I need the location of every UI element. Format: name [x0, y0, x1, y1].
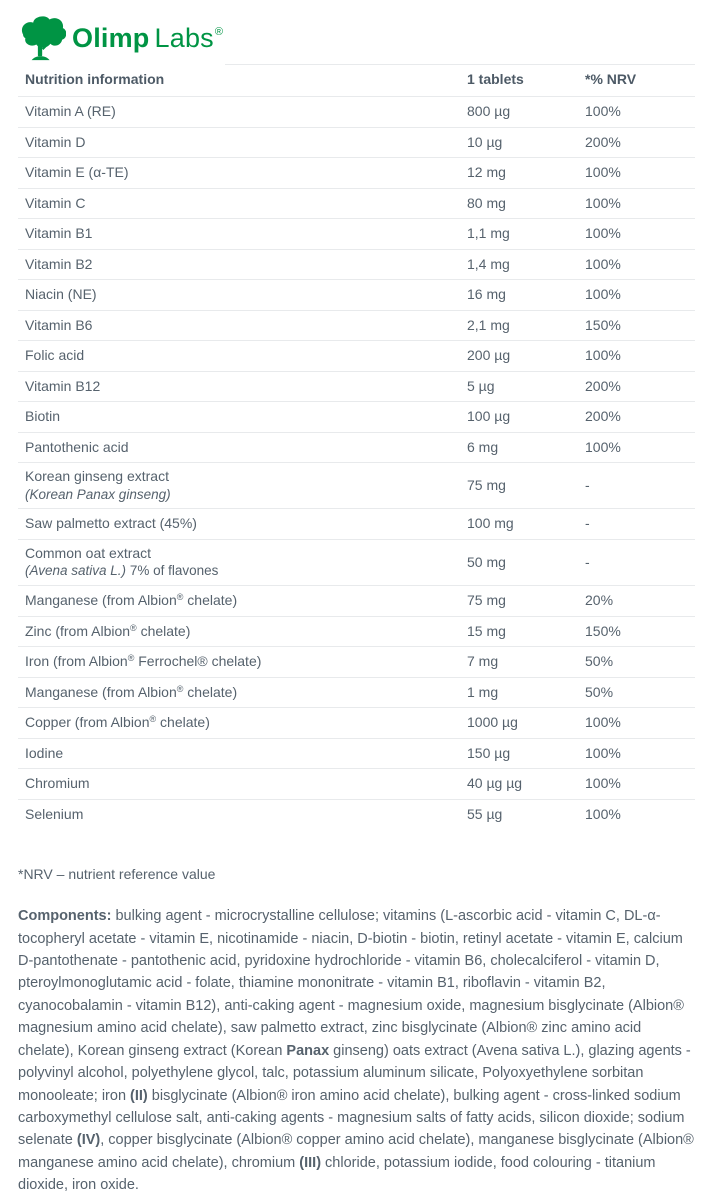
col-header-nutrition-information: Nutrition information: [25, 71, 165, 88]
ingredient-amount: 100 µg: [467, 408, 511, 424]
ingredient-name: Vitamin B1: [25, 225, 93, 241]
ingredient-amount: 6 mg: [467, 438, 499, 455]
ingredient-name: Iron (from Albion® Ferrochel® chelate): [25, 653, 262, 670]
ingredient-nrv: 100%: [585, 438, 621, 455]
col-header-amount: 1 tablets: [467, 71, 524, 88]
ingredient-name: Iodine: [25, 744, 64, 761]
ingredient-amount: 5 µg: [467, 377, 495, 394]
table-row: [18, 311, 695, 342]
brand-name-olimp: Olimp: [72, 23, 150, 53]
table-row: [18, 800, 695, 831]
ingredient-amount: 2,1 mg: [467, 316, 510, 333]
nutrition-table: [18, 64, 695, 830]
ingredient-name: Vitamin A (RE): [25, 103, 116, 119]
brand-name: [72, 25, 223, 52]
registered-trademark-icon: ®: [214, 26, 224, 38]
table-row: [18, 250, 695, 281]
nrv-footnote: *NRV – nutrient reference value: [18, 866, 216, 883]
ingredient-nrv: 20%: [585, 592, 614, 609]
table-row: [18, 341, 695, 372]
table-row: [18, 433, 695, 464]
table-row: [18, 219, 695, 250]
ingredient-name: Korean ginseng extract (Korean Panax ginseng): [25, 468, 467, 503]
ingredient-nrv: -: [585, 553, 590, 570]
ingredient-nrv: 100%: [585, 103, 621, 119]
table-row: [18, 509, 695, 540]
table-row: [18, 678, 695, 709]
ingredient-amount: 1,4 mg: [467, 255, 510, 272]
table-row: [18, 617, 695, 648]
table-row: [18, 708, 695, 739]
table-row: [18, 158, 695, 189]
ingredient-nrv: 100%: [585, 806, 621, 823]
ingredient-amount: 75 mg: [467, 476, 506, 493]
ingredient-name: Folic acid: [25, 347, 85, 363]
ingredient-name: Vitamin C: [25, 194, 86, 211]
ingredient-nrv: 150%: [585, 622, 621, 639]
ingredient-amount: 15 mg: [467, 622, 506, 639]
ingredient-name: Vitamin D: [25, 133, 86, 150]
ingredient-nrv: 100%: [585, 347, 621, 363]
ingredient-nrv: 100%: [585, 225, 621, 241]
ingredient-amount: 12 mg: [467, 164, 506, 180]
ingredient-nrv: 100%: [585, 744, 621, 761]
ingredient-name: Manganese (from Albion® chelate): [25, 683, 238, 700]
ingredient-amount: 80 mg: [467, 194, 506, 211]
ingredient-name: Vitamin B12: [25, 377, 101, 394]
ingredient-nrv: 50%: [585, 683, 614, 700]
ingredient-amount: 7 mg: [467, 653, 499, 670]
table-row: [18, 402, 695, 433]
ingredient-amount: 55 µg: [467, 806, 503, 823]
table-row: [18, 540, 695, 586]
ingredient-name: Vitamin B6: [25, 316, 93, 333]
ingredient-name: Selenium: [25, 806, 84, 823]
ingredient-nrv: 100%: [585, 775, 621, 792]
ingredient-amount: 50 mg: [467, 553, 506, 570]
ingredient-name: Common oat extract (Avena sativa L.) 7% of flavones: [25, 545, 467, 580]
ingredient-amount: 1,1 mg: [467, 225, 510, 241]
ingredient-nrv: 150%: [585, 316, 621, 333]
ingredient-amount: 1 mg: [467, 683, 499, 700]
table-header-row: [18, 64, 695, 97]
ingredient-name: Chromium: [25, 775, 90, 792]
table-row: [18, 739, 695, 770]
ingredient-nrv: 200%: [585, 408, 621, 424]
table-row: [18, 128, 695, 159]
ingredient-nrv: 100%: [585, 194, 621, 211]
table-row: [18, 769, 695, 800]
ingredient-nrv: 200%: [585, 133, 621, 150]
ingredient-amount: 800 µg: [467, 103, 511, 119]
ingredient-nrv: -: [585, 476, 590, 493]
ingredient-name: Saw palmetto extract (45%): [25, 515, 197, 532]
table-row: [18, 280, 695, 311]
ingredient-nrv: 50%: [585, 653, 614, 670]
ingredient-name: Biotin: [25, 408, 61, 424]
ingredient-amount: 100 mg: [467, 515, 514, 532]
brand-logo: [0, 0, 715, 64]
nutrition-table-body: [18, 97, 695, 830]
ingredient-name: Copper (from Albion® chelate): [25, 714, 210, 731]
ingredient-amount: 10 µg: [467, 133, 503, 150]
ingredient-name: Vitamin B2: [25, 255, 93, 272]
ingredient-nrv: 100%: [585, 255, 621, 272]
ingredient-nrv: 100%: [585, 164, 621, 180]
ingredient-name: Manganese (from Albion® chelate): [25, 592, 238, 609]
table-row: [18, 372, 695, 403]
ingredient-amount: 75 mg: [467, 592, 506, 609]
ingredient-subline: (Korean Panax ginseng): [25, 486, 171, 502]
ingredient-amount: 16 mg: [467, 286, 506, 302]
ingredient-nrv: 100%: [585, 714, 621, 731]
ingredient-amount: 200 µg: [467, 347, 511, 363]
brand-name-labs: Labs: [154, 23, 214, 53]
ingredient-amount: 150 µg: [467, 744, 511, 761]
ingredient-nrv: 100%: [585, 286, 621, 302]
col-header-nrv: *% NRV: [585, 71, 637, 88]
table-row: [18, 647, 695, 678]
table-row: [18, 586, 695, 617]
ingredient-name: Niacin (NE): [25, 286, 97, 302]
components-text: Components: bulking agent - microcrystalline cellulose; vitamins (L-ascorbic acid - vitamin C, DL-α-tocopheryl acetate - vitamin E, nicotinamide - niacin, D-biotin - biotin, retinyl acetate - vitamin E, calcium D-pantothenate - pantothenic acid, pyridoxine hydrochloride - vitamin B6, cholecalciferol - vitamin D, pteroylmonoglutamic acid - folate, thiamine mononitrate - vitamin B1, riboflavin - vitamin B2, cyanocobalamin - vitamin B12), anti-caking agent - magnesium oxide, magnesium bisglycinate (Albion® magnesium amino acid chelate), saw palmetto extract, zinc bisglycinate (Albion® zinc amino acid chelate), Korean ginseng extract (Korean Panax ginseng) oats extract (Avena sativa L.), glazing agents - polyvinyl alcohol, polyethylene glycol, talc, potassium aluminum silicate, Polyoxyethylene sorbitan monooleate; iron (II) bisglycinate (Albion® iron amino acid chelate), bulking agent - cross-linked sodium carboxymethyl cellulose salt, anti-caking agents - magnesium salts of fatty acids, silicon dioxide; sodium selenate (IV), copper bisglycinate (Albion® copper amino acid chelate), manganese bisglycinate (Albion® manganese amino acid chelate), chromium (III) chloride, potassium iodide, food colouring - titanium dioxide, iron oxide.: [18, 908, 694, 1194]
table-row: [18, 97, 695, 128]
table-row: [18, 189, 695, 220]
ingredient-amount: 1000 µg: [467, 714, 518, 731]
tree-icon: [16, 16, 66, 62]
ingredient-subline: (Avena sativa L.) 7% of flavones: [25, 563, 219, 579]
ingredient-amount: 40 µg µg: [467, 775, 523, 792]
ingredient-name: Pantothenic acid: [25, 438, 129, 455]
ingredient-nrv: 200%: [585, 377, 621, 394]
ingredient-name: Vitamin E (α-TE): [25, 164, 129, 180]
ingredient-nrv: -: [585, 515, 590, 532]
table-row: [18, 463, 695, 509]
ingredient-name: Zinc (from Albion® chelate): [25, 622, 191, 639]
